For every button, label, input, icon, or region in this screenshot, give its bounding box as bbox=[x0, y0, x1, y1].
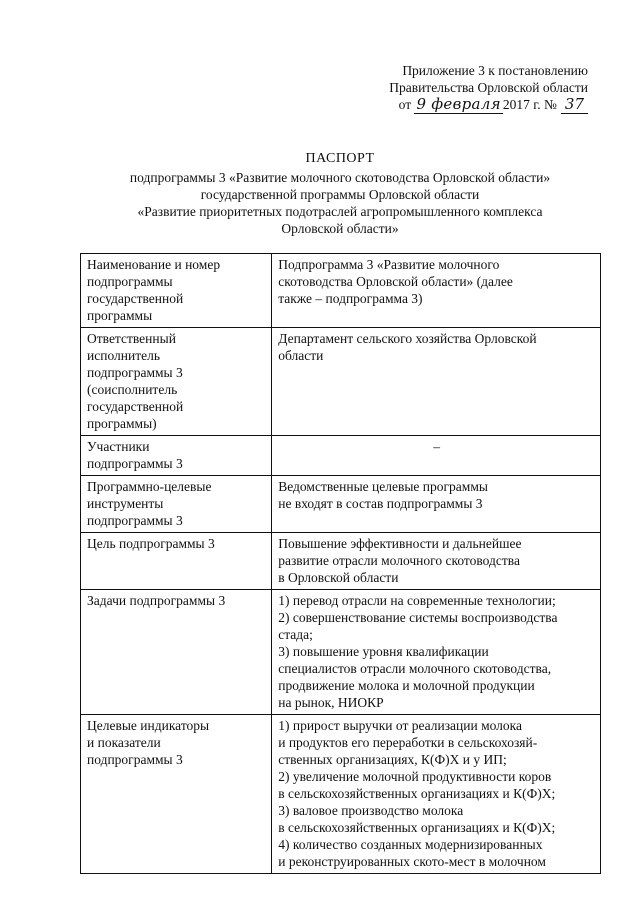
passport-title-block bbox=[60, 150, 620, 237]
row-label: Задачи подпрограммы 3 bbox=[81, 590, 272, 715]
row-value: Департамент сельского хозяйства Орловской области bbox=[272, 328, 601, 436]
row-value: Подпрограмма 3 «Развитие молочного скотоводства Орловской области» (далее также – подпрограмма 3) bbox=[272, 254, 601, 328]
table-row bbox=[81, 328, 601, 436]
row-label: Целевые индикаторы и показатели подпрограммы 3 bbox=[81, 715, 272, 874]
row-value: – bbox=[272, 436, 601, 476]
handwritten-number: 37 bbox=[561, 96, 588, 114]
table-row bbox=[81, 476, 601, 533]
table-row bbox=[81, 590, 601, 715]
row-label: Участники подпрограммы 3 bbox=[81, 436, 272, 476]
row-label: Цель подпрограммы 3 bbox=[81, 533, 272, 590]
title-line-1: подпрограммы 3 «Развитие молочного скотоводства Орловской области» bbox=[129, 170, 551, 185]
row-value: Повышение эффективности и дальнейшее развитие отрасли молочного скотоводства в Орловской области bbox=[272, 533, 601, 590]
row-value: 1) перевод отрасли на современные технологии; 2) совершенствование системы воспроизводства стада; 3) повышение уровня квалификации специалистов отрасли молочного скотоводства, продвижение молока и молочной продукции на рынок, НИОКР bbox=[272, 590, 601, 715]
row-label: Программно-целевые инструменты подпрограммы 3 bbox=[81, 476, 272, 533]
row-label: Наименование и номер подпрограммы государственной программы bbox=[81, 254, 272, 328]
handwritten-date: 9 февраля bbox=[416, 95, 501, 113]
table-row bbox=[81, 254, 601, 328]
appendix-date-line bbox=[338, 96, 588, 114]
row-value: 1) прирост выручки от реализации молока и продуктов его переработки в сельскохозяй- ственных организациях, К(Ф)Х и у ИП; 2) увеличение молочной продуктивности коров в сельскохозяйственных организациях и К(Ф)Х; 3) валовое производство молока в сельскохозяйственных организациях и К(Ф)Х; 4) количество созданных модернизированных и реконструированных ското-мест в молочном bbox=[272, 715, 601, 874]
title-line-2: государственной программы Орловской области bbox=[200, 187, 480, 202]
title-line-3: «Развитие приоритетных подотраслей агропромышленного комплекса bbox=[137, 204, 543, 219]
table-row bbox=[81, 715, 601, 874]
table-row bbox=[81, 533, 601, 590]
title-line-4: Орловской области» bbox=[281, 221, 399, 236]
date-prefix: от bbox=[398, 97, 412, 112]
date-suffix: 2017 г. № bbox=[502, 97, 557, 112]
passport-heading: ПАСПОРТ bbox=[305, 151, 375, 166]
table-row bbox=[81, 436, 601, 476]
appendix-line-2: Правительства Орловской области bbox=[389, 80, 588, 95]
appendix-block bbox=[338, 62, 588, 114]
row-label: Ответственный исполнитель подпрограммы 3 (соисполнитель государственной программы) bbox=[81, 328, 272, 436]
passport-table bbox=[80, 253, 601, 874]
row-value: Ведомственные целевые программы не входят в состав подпрограммы 3 bbox=[272, 476, 601, 533]
appendix-line-1: Приложение 3 к постановлению bbox=[402, 63, 588, 78]
